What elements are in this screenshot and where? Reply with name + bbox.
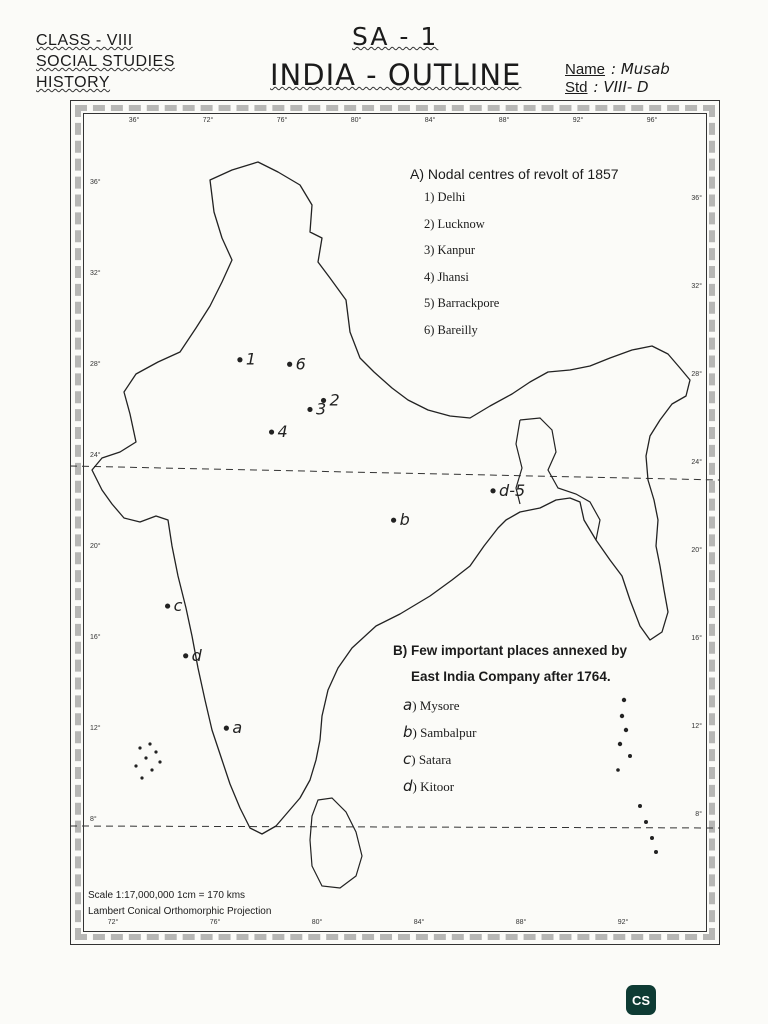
- list-item: [403, 777, 627, 804]
- projection-line: Lambert Conical Orthomorphic Projection: [88, 906, 272, 917]
- tick-label: 92°: [617, 919, 629, 926]
- list-item: 1) Delhi: [424, 190, 466, 204]
- map-mark-dot: [391, 518, 396, 523]
- list-item: 6) Bareilly: [424, 322, 478, 337]
- tick-label: 12°: [691, 723, 702, 730]
- list-item: 2) Lucknow: [424, 216, 485, 231]
- list-item-name: ) Mysore: [412, 698, 460, 713]
- tick-label: 32°: [90, 270, 101, 277]
- list-item: 5) Barrackpore: [424, 296, 500, 310]
- scale-note: [88, 888, 271, 920]
- tick-label: 20°: [691, 547, 702, 554]
- tropic-of-cancer-line: [70, 466, 720, 480]
- map-mark-dot: [237, 357, 242, 362]
- list-marker: a: [403, 696, 413, 714]
- map-mark-label: 2: [329, 390, 340, 410]
- legend-b-title-line2: East India Company after 1764.: [411, 669, 611, 684]
- name-value: : Musab: [611, 60, 670, 78]
- map-mark-dot: [269, 429, 274, 434]
- tick-label: 88°: [515, 919, 527, 926]
- page-title: INDIA - OUTLINE: [270, 58, 522, 92]
- tick-label: 80°: [311, 919, 323, 926]
- sri-lanka-outline: [310, 798, 362, 888]
- map-mark-label: 3: [315, 399, 327, 419]
- tick-label: 36°: [128, 117, 140, 124]
- legend-b-title: [393, 638, 627, 690]
- tick-label: 76°: [276, 117, 288, 124]
- list-item: 4) Jhansi: [424, 269, 469, 284]
- map-mark-dot: [183, 653, 188, 658]
- map-mark-label: 1: [245, 349, 257, 369]
- tick-label: 96°: [646, 117, 658, 124]
- map-mark-dot: [165, 603, 170, 608]
- list-item: [403, 696, 627, 723]
- list-item-name: ) Sambalpur: [412, 725, 477, 740]
- tick-label: 12°: [90, 725, 101, 732]
- tick-label: 84°: [424, 117, 436, 124]
- tick-label: 16°: [691, 635, 702, 642]
- list-marker: b: [403, 723, 413, 741]
- legend-b-title-line1: B) Few important places annexed by: [393, 643, 628, 658]
- scale-line: Scale 1:17,000,000 1cm = 170 kms: [88, 890, 246, 901]
- class-line: CLASS - VIII: [36, 32, 133, 49]
- legend-a-title: A) Nodal centres of revolt of 1857: [410, 166, 619, 182]
- camscanner-logo: CS: [626, 985, 656, 1015]
- list-item-name: ) Satara: [411, 752, 452, 767]
- tick-label: 88°: [498, 117, 510, 124]
- list-item-name: ) Kitoor: [412, 779, 455, 794]
- list-marker: d: [403, 777, 413, 795]
- std-value: : VIII- D: [593, 78, 649, 96]
- topic-line: HISTORY: [36, 74, 111, 91]
- tick-label: 72°: [107, 919, 119, 926]
- tick-label: 32°: [691, 283, 702, 290]
- map-mark-label: c: [173, 596, 183, 616]
- tick-label: 92°: [572, 117, 584, 124]
- legend-a-list: [410, 190, 619, 349]
- subject-line: SOCIAL STUDIES: [36, 53, 175, 70]
- tick-label: 76°: [209, 919, 221, 926]
- map-mark-label: 6: [295, 354, 306, 374]
- map-mark-label: b: [399, 510, 410, 530]
- name-label: Name: [565, 61, 606, 78]
- tick-label: 36°: [90, 179, 101, 186]
- legend-revolt-centres: [410, 166, 619, 349]
- map-mark-label: d-5: [499, 480, 526, 500]
- map-mark-label: a: [232, 718, 243, 738]
- equator-reference-line: [70, 826, 720, 828]
- tick-label: 84°: [413, 919, 425, 926]
- legend-b-list: [393, 696, 627, 804]
- list-item: [403, 723, 627, 750]
- tick-label: 8°: [90, 816, 97, 823]
- northeast-outline: [516, 418, 600, 540]
- std-label: Std: [565, 79, 588, 96]
- map-mark-label: 4: [277, 422, 288, 442]
- tick-label: 72°: [202, 117, 214, 124]
- list-marker: c: [403, 750, 412, 768]
- tick-label: 80°: [350, 117, 362, 124]
- map-mark-dot: [307, 407, 312, 412]
- map-mark-dot: [287, 362, 292, 367]
- map-mark-dot: [490, 488, 495, 493]
- tick-label: 8°: [695, 811, 702, 818]
- tick-label: 28°: [90, 361, 101, 368]
- tick-label: 24°: [90, 452, 101, 459]
- map-mark-dot: [224, 726, 229, 731]
- test-title: SA - 1: [352, 22, 439, 51]
- list-item: [403, 750, 627, 777]
- list-item: 3) Kanpur: [424, 243, 476, 257]
- map-mark-label: d: [191, 645, 202, 665]
- tick-label: 16°: [90, 634, 101, 641]
- tick-label: 28°: [691, 371, 702, 378]
- legend-annexed-places: [393, 638, 627, 804]
- tick-label: 36°: [691, 195, 702, 202]
- tick-label: 20°: [90, 543, 101, 550]
- tick-label: 24°: [691, 459, 702, 466]
